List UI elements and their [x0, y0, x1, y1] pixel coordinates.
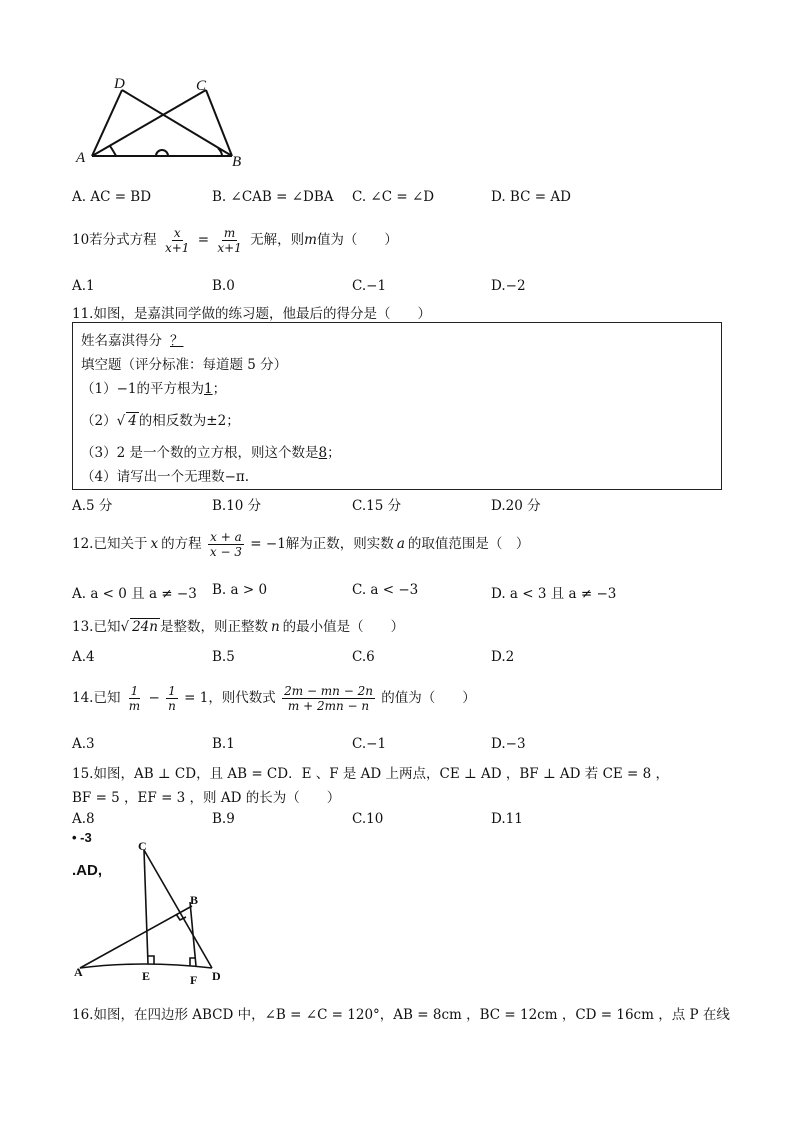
q12-option-a: A. a < 0 且 a ≠ −3 [72, 586, 197, 602]
fig2-label-e: E [142, 969, 151, 983]
q11-exercise-box [72, 322, 722, 490]
q14-option-b: B.1 [212, 736, 235, 752]
q14-fraction-2: $\frac{1}{n}$ [168, 684, 176, 713]
fig1-label-a: A [76, 150, 86, 166]
fig1-label-c: C [196, 78, 207, 94]
q11-option-b: B.10 分 [212, 498, 262, 514]
q15-option-b: B.9 [212, 811, 235, 827]
q10-fraction-2: $\frac{m}{x+1}$ [217, 226, 242, 255]
q9-option-a: A. AC = BD [72, 189, 152, 205]
q12-fraction: $\frac{x + a}{x - 3}$ [209, 530, 242, 559]
figure-triangles-1 [70, 74, 260, 174]
q10-suffix: 无解，则 [250, 232, 305, 248]
q15-option-a: A.8 [72, 811, 95, 827]
q11-option-a: A.5 分 [72, 498, 113, 514]
q12-option-d: D. a < 3 且 a ≠ −3 [491, 586, 617, 602]
figure-perpendiculars-2 [72, 838, 232, 988]
q11-option-d: D.20 分 [491, 498, 541, 514]
fig2-label-f: F [190, 973, 198, 987]
q10-option-b: B.0 [212, 278, 235, 294]
fig2-label-a: A [74, 965, 83, 979]
q9-option-d: D. BC = AD [491, 189, 571, 205]
q11-box-line2: 填空题（评分标准：每道题 5 分） [81, 357, 288, 373]
fig2-label-d: D [212, 969, 221, 983]
q13-stem: 13.已知√ 24n 是整数，则正整数 n 的最小值是（ ） [72, 619, 405, 635]
q10-stem [72, 226, 398, 255]
q10-option-d: D.−2 [491, 278, 526, 294]
q11-option-c: C.15 分 [352, 498, 402, 514]
q14-stem: 14.已知 $\frac{1}{m}$ − $\frac{1}{n}$ = 1，则代数式 $\frac{2m - mn - 2n}{m + 2mn - n}$ 的值为（ ） [72, 684, 476, 713]
q10-equals: = [197, 232, 210, 248]
fig2-fragment-2: .AD, [72, 862, 102, 879]
fig2-label-c: C [138, 839, 147, 853]
q9-option-c: C. ∠C = ∠D [352, 189, 435, 205]
q11-stem: 11.如图，是嘉淇同学做的练习题，他最后的得分是（ ） [72, 306, 431, 322]
q14-option-d: D.−3 [491, 736, 526, 752]
q14-option-c: C.−1 [352, 736, 387, 752]
q15-option-c: C.10 [352, 811, 384, 827]
q11-box-line1: 姓名嘉淇得分 ？ [81, 333, 184, 349]
q11-box-line3: （1）−1的平方根为1； [81, 381, 227, 397]
q14-fraction-1: $\frac{1}{m}$ [128, 684, 141, 713]
q13-option-c: C.6 [352, 649, 375, 665]
q10-var: m [304, 232, 317, 248]
q10-prefix: 10若分式方程 [72, 232, 157, 248]
q14-option-a: A.3 [72, 736, 95, 752]
fig2-label-b: B [190, 893, 199, 907]
q13-option-b: B.5 [212, 649, 235, 665]
q12-option-c: C. a < −3 [352, 582, 419, 598]
fig1-label-b: B [232, 154, 242, 170]
q10-fraction-1: $\frac{x}{x+1}$ [164, 226, 190, 255]
q12-stem: 12.已知关于 x 的方程 $\frac{x + a}{x - 3}$ = −1解为正数，则实数 a 的取值范围是（ ） [72, 530, 530, 559]
q10-option-c: C.−1 [352, 278, 387, 294]
q10-suffix2: 值为（ ） [316, 232, 398, 248]
q10-option-a: A.1 [72, 278, 95, 294]
q12-option-b: B. a > 0 [212, 582, 268, 598]
q15-stem-line2: BF = 5 ，EF = 3 ，则 AD 的长为（ ） [72, 790, 341, 806]
fig1-label-d: D [114, 76, 125, 92]
q11-box-line6: （4）请写出一个无理数−π. [81, 469, 250, 485]
q15-option-d: D.11 [491, 811, 523, 827]
q9-option-b: B. ∠CAB = ∠DBA [212, 189, 334, 205]
q13-option-a: A.4 [72, 649, 95, 665]
q15-stem-line1: 15.如图，AB ⊥ CD，且 AB = CD．E 、F 是 AD 上两点，CE ⊥ AD ，BF ⊥ AD 若 CE = 8 ， [72, 766, 670, 782]
q16-stem-line1: 16.如图，在四边形 ABCD 中，∠B = ∠C = 120°，AB = 8cm ，BC = 12cm ，CD = 16cm ，点 P 在线 [72, 1007, 730, 1023]
fig2-fragment-1: • -3 [72, 830, 92, 845]
q11-box-line5: （3）2 是一个数的立方根，则这个数是8； [81, 445, 341, 461]
q13-option-d: D.2 [491, 649, 515, 665]
q11-box-line4: （2）√ 4 的相反数为±2； [81, 413, 240, 429]
q14-fraction-3: $\frac{2m - mn - 2n}{m + 2mn - n}$ [284, 684, 373, 713]
